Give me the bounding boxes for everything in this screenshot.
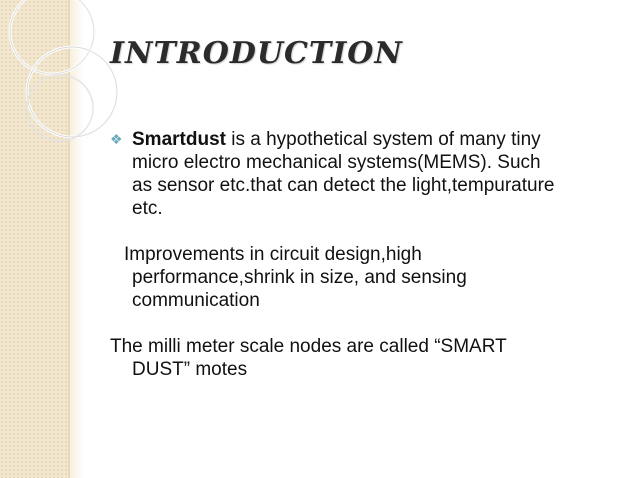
term-smartdust: Smartdust (132, 129, 226, 150)
bullet-icon: ❖ (110, 131, 123, 147)
bullet-line-4: etc. (132, 198, 163, 219)
bullet-line-3: as sensor etc.that can detect the light,tempurature (132, 175, 555, 196)
paragraph-improvements (110, 243, 615, 312)
para2-line-2: performance,shrink in size, and sensing (132, 267, 467, 288)
paragraph-smart-dust-motes (110, 335, 615, 381)
para2-line-1: Improvements in circuit design,high (124, 244, 422, 265)
para3-line-2: DUST” motes (132, 359, 248, 380)
bullet-item-smartdust (110, 128, 615, 220)
deco-circle-small (27, 75, 93, 141)
slide-body (110, 128, 615, 381)
deco-circle-mid-outline (27, 47, 117, 137)
para3-line-1: The milli meter scale nodes are called “SMART (110, 336, 507, 357)
bullet-text (132, 128, 615, 220)
slide-title: INTRODUCTION (110, 36, 403, 71)
bullet-line-1 (132, 128, 615, 151)
deco-circle-top (10, 0, 94, 74)
bullet-line-1-rest: is a hypothetical system of many tiny (225, 129, 541, 150)
para2-line-3: communication (132, 290, 260, 311)
bullet-line-2: micro electro mechanical systems(MEMS). Such (132, 152, 541, 173)
